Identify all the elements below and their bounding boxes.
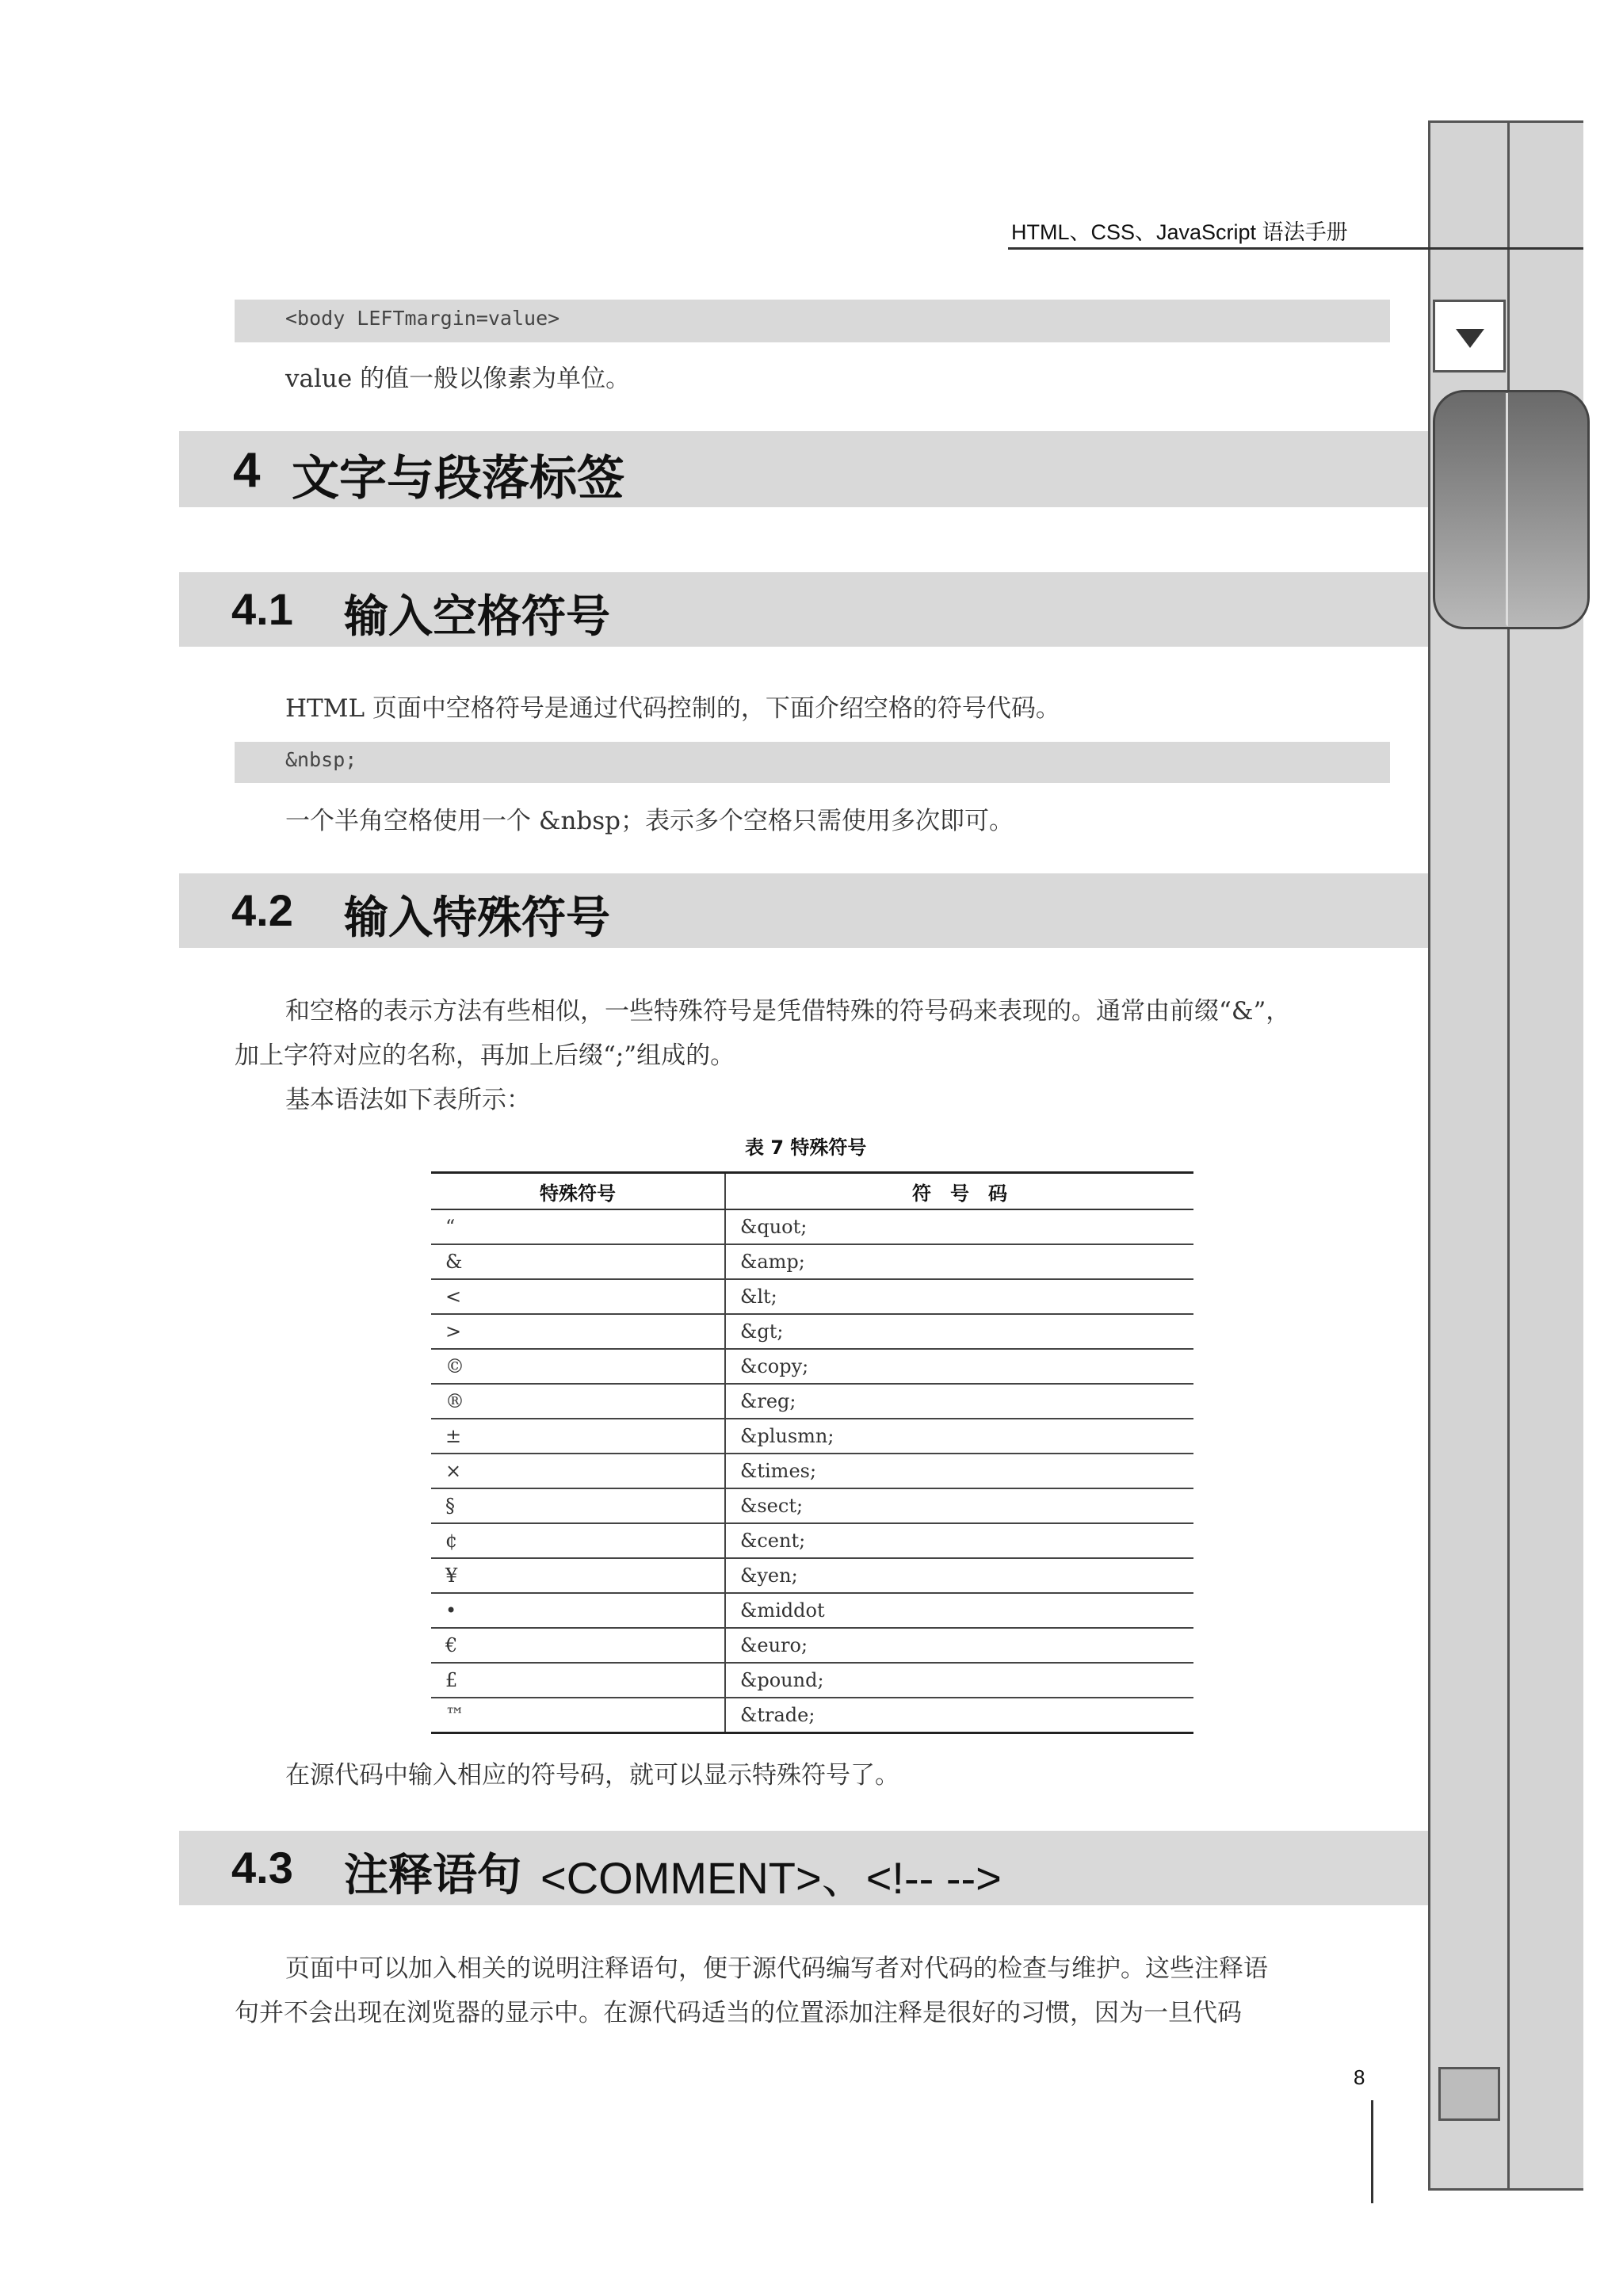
symbol-cell: ×: [431, 1454, 725, 1488]
section-4-3-number: 4.3: [231, 1843, 293, 1893]
symbol-cell: ¢: [431, 1523, 725, 1558]
table-header-row: [431, 1173, 1193, 1210]
section-4-2-para-line2: 加上字符对应的名称，再加上后缀“;”组成的。: [235, 1041, 735, 1070]
code-cell: &yen;: [725, 1558, 1193, 1593]
symbol-cell: ©: [431, 1349, 725, 1384]
symbol-cell: “: [431, 1209, 725, 1244]
code-cell: &pound;: [725, 1663, 1193, 1698]
code-cell: &cent;: [725, 1523, 1193, 1558]
column-header-code: 符 号 码: [725, 1173, 1193, 1210]
table-row: [431, 1419, 1193, 1454]
code-cell: &quot;: [725, 1209, 1193, 1244]
section-4-1-number: 4.1: [231, 584, 293, 634]
section-4-3-para-line2: 句并不会出现在浏览器的显示中。在源代码适当的位置添加注释是很好的习惯，因为一旦代码: [235, 1999, 1242, 2027]
code-cell: &trade;: [725, 1698, 1193, 1733]
code-cell: &copy;: [725, 1349, 1193, 1384]
triangle-down-icon: [1456, 329, 1484, 348]
symbol-cell: §: [431, 1488, 725, 1523]
code-cell: &amp;: [725, 1244, 1193, 1279]
intro-note: value 的值一般以像素为单位。: [285, 365, 631, 393]
section-4-1-title: 输入空格符号: [344, 591, 610, 643]
chapter-tab-highlight: [1506, 393, 1508, 626]
table-row: [431, 1244, 1193, 1279]
table-row: [431, 1628, 1193, 1663]
code-cell: &middot: [725, 1593, 1193, 1628]
symbol-cell: &: [431, 1244, 725, 1279]
section-4-1-para: HTML 页面中空格符号是通过代码控制的，下面介绍空格的符号代码。: [285, 694, 1060, 723]
code-cell: &sect;: [725, 1488, 1193, 1523]
code-cell: &times;: [725, 1454, 1193, 1488]
symbol-cell: ¥: [431, 1558, 725, 1593]
special-symbols-table: [431, 1171, 1193, 1734]
section-4-2-number: 4.2: [231, 885, 293, 935]
table-row: [431, 1314, 1193, 1349]
section-4-1-note: 一个半角空格使用一个 &nbsp；表示多个空格只需使用多次即可。: [285, 807, 1014, 835]
table-row: [431, 1384, 1193, 1419]
table-row: [431, 1349, 1193, 1384]
code-nbsp: &nbsp;: [285, 748, 357, 771]
symbol-cell: £: [431, 1663, 725, 1698]
code-cell: &plusmn;: [725, 1419, 1193, 1454]
table-row: [431, 1209, 1193, 1244]
page-number-rule: [1371, 2100, 1373, 2203]
section-4-3-title-tags: <COMMENT>、<!-- -->: [540, 1853, 1002, 1903]
section-4-2-title: 输入特殊符号: [344, 892, 610, 944]
symbol-cell: •: [431, 1593, 725, 1628]
section-4-2-after: 在源代码中输入相应的符号码，就可以显示特殊符号了。: [285, 1761, 899, 1790]
section-4-3-para-line1: 页面中可以加入相关的说明注释语句，便于源代码编写者对代码的检查与维护。这些注释语: [285, 1954, 1268, 1983]
chapter-tab-thumb: [1433, 390, 1590, 629]
table-row: [431, 1523, 1193, 1558]
table-row: [431, 1488, 1193, 1523]
column-header-symbol: 特殊符号: [431, 1173, 725, 1210]
chapter-title: 文字与段落标签: [292, 451, 624, 506]
section-4-2-para-line3: 基本语法如下表所示：: [285, 1086, 531, 1114]
symbol-cell: ±: [431, 1419, 725, 1454]
table-row: [431, 1454, 1193, 1488]
page-number: 8: [1354, 2065, 1365, 2089]
symbol-cell: €: [431, 1628, 725, 1663]
code-cell: &reg;: [725, 1384, 1193, 1419]
chapter-number: 4: [233, 443, 261, 498]
header-rule: [1008, 247, 1583, 250]
table-row: [431, 1558, 1193, 1593]
symbol-cell: <: [431, 1279, 725, 1314]
section-4-3-title: 注释语句: [344, 1850, 521, 1901]
side-tab-bottom-box: [1438, 2067, 1500, 2121]
code-cell: &gt;: [725, 1314, 1193, 1349]
code-block-nbsp: [235, 742, 1390, 783]
table-row: [431, 1593, 1193, 1628]
table-caption: 表 7 特殊符号: [745, 1137, 867, 1159]
symbol-cell: ®: [431, 1384, 725, 1419]
code-cell: &lt;: [725, 1279, 1193, 1314]
symbol-cell: ™: [431, 1698, 725, 1733]
table-row: [431, 1663, 1193, 1698]
running-header: HTML、CSS、JavaScript 语法手册: [1011, 220, 1348, 244]
table-row: [431, 1698, 1193, 1733]
section-4-2-para-line1: 和空格的表示方法有些相似，一些特殊符号是凭借特殊的符号码来表现的。通常由前缀“&”，: [285, 997, 1291, 1026]
symbol-cell: >: [431, 1314, 725, 1349]
code-cell: &euro;: [725, 1628, 1193, 1663]
code-bodymargin: <body LEFTmargin=value>: [285, 307, 560, 330]
table-row: [431, 1279, 1193, 1314]
